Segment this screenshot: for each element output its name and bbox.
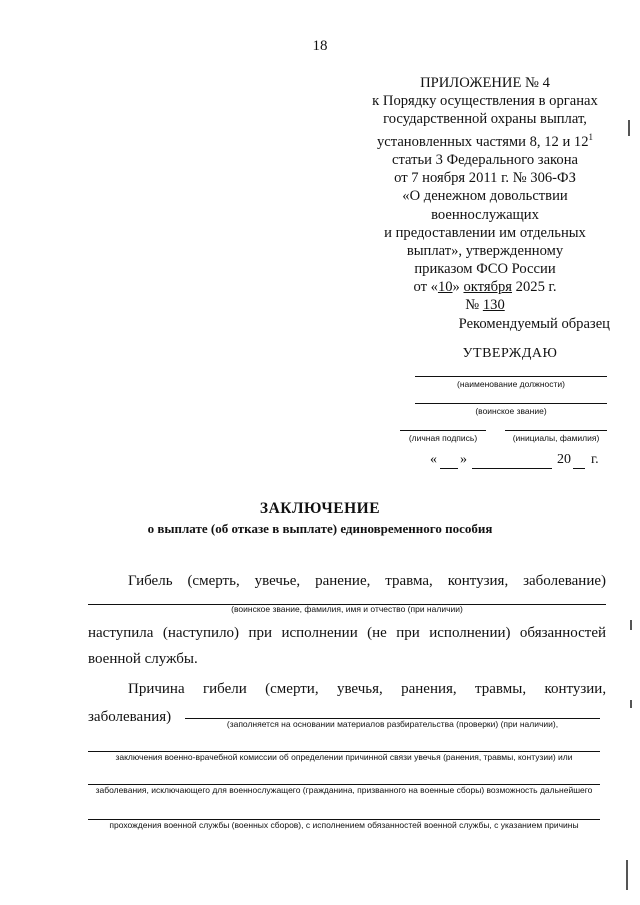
annex-line: от 7 ноября 2011 г. № 306-ФЗ (394, 170, 576, 187)
annex-order-number (350, 296, 620, 314)
annex-order-date (350, 278, 620, 296)
scan-edge-mark (626, 860, 628, 890)
annex-line: государственной охраны выплат, (383, 111, 587, 128)
word: контузия, (447, 573, 509, 589)
paragraph-2-line-1 (128, 676, 606, 702)
approve-year-line (573, 468, 585, 469)
order-number-label: № (465, 296, 480, 313)
document-title: ЗАКЛЮЧЕНИЕ (259, 500, 381, 517)
name-caption: (инициалы, фамилия) (512, 433, 600, 443)
annex-parts-superscript: 1 (588, 132, 594, 143)
page-number: 18 (312, 38, 328, 54)
scan-edge-mark (630, 620, 632, 630)
annex-line: военнослужащих (431, 206, 539, 223)
word: гибели (202, 681, 247, 697)
rank-caption: (воинское звание) (475, 406, 547, 416)
paragraph-1-line-3: военной службы. (88, 651, 198, 667)
document-subtitle: о выплате (об отказе в выплате) единовременного пособия (147, 521, 493, 536)
approve-year-prefix: 20 (557, 452, 571, 467)
paragraph-1-line-2: наступила (наступило) при исполнении (не при исполнении) обязанностей (88, 625, 606, 641)
order-day: 10 (437, 278, 453, 295)
word: ранения, (401, 681, 457, 697)
approve-heading: УТВЕРЖДАЮ (462, 346, 558, 361)
annex-parts-text: установленных частями 8, 12 и 12 (376, 134, 589, 151)
name-fill-caption: (воинское звание, фамилия, имя и отчество (при наличии) (231, 604, 463, 614)
approve-date-close: » (460, 452, 467, 467)
signature-line (400, 430, 486, 431)
order-year: 2025 г. (515, 278, 557, 295)
annex-block (350, 74, 620, 314)
word: (смерть, (187, 573, 240, 589)
word: увечье, (254, 573, 301, 589)
paragraph-1-line-1 (128, 568, 606, 594)
annex-line: «О денежном довольствии (402, 188, 568, 205)
word: Гибель (128, 573, 173, 589)
order-number: 130 (482, 296, 505, 313)
annex-line: статьи 3 Федерального закона (392, 152, 578, 169)
cause-caption-4: прохождения военной службы (военных сборов), с исполнением обязанностей военной службы, с указанием причины (109, 820, 579, 830)
paragraph-2-line-2: заболевания) (88, 709, 172, 725)
word: ранение, (315, 573, 371, 589)
position-line (415, 376, 607, 377)
annex-title: ПРИЛОЖЕНИЕ № 4 (420, 75, 550, 91)
approve-day-line (440, 468, 458, 469)
word: Причина (128, 681, 185, 697)
word: увечья, (336, 681, 383, 697)
cause-caption-1: (заполняется на основании материалов разбирательства (проверки) (при наличии), (226, 719, 559, 729)
cause-caption-3: заболевания, исключающего для военнослужащего (гражданина, призванного на военные сборы) возможность дальнейшего (95, 785, 593, 795)
position-caption: (наименование должности) (457, 379, 565, 389)
approve-date-open: « (430, 452, 437, 467)
cause-caption-2: заключения военно-врачебной комиссии об определении причинной связи увечья (ранения, травмы, контузии) или (115, 752, 573, 762)
annex-line: приказом ФСО России (414, 260, 556, 277)
scan-edge-mark (630, 700, 632, 708)
rank-line (415, 403, 607, 404)
order-month: октября (463, 278, 513, 295)
approve-year-suffix: г. (591, 452, 599, 467)
sample-label: Рекомендуемый образец (458, 316, 610, 332)
annex-line (350, 128, 620, 151)
word: контузии, (544, 681, 607, 697)
approve-month-line (472, 468, 552, 469)
word: заболевание) (523, 573, 607, 589)
annex-line: и предоставлении им отдельных (384, 224, 586, 241)
word: травмы, (475, 681, 527, 697)
signature-caption: (личная подпись) (408, 433, 478, 443)
annex-line: выплат», утвержденному (406, 242, 564, 259)
word: (смерти, (265, 681, 319, 697)
date-open-quote: от « (413, 278, 438, 295)
name-line (505, 430, 607, 431)
word: травма, (385, 573, 433, 589)
annex-line: к Порядку осуществления в органах (372, 93, 598, 110)
scan-edge-mark (628, 120, 630, 136)
date-close-quote: » (452, 278, 460, 295)
